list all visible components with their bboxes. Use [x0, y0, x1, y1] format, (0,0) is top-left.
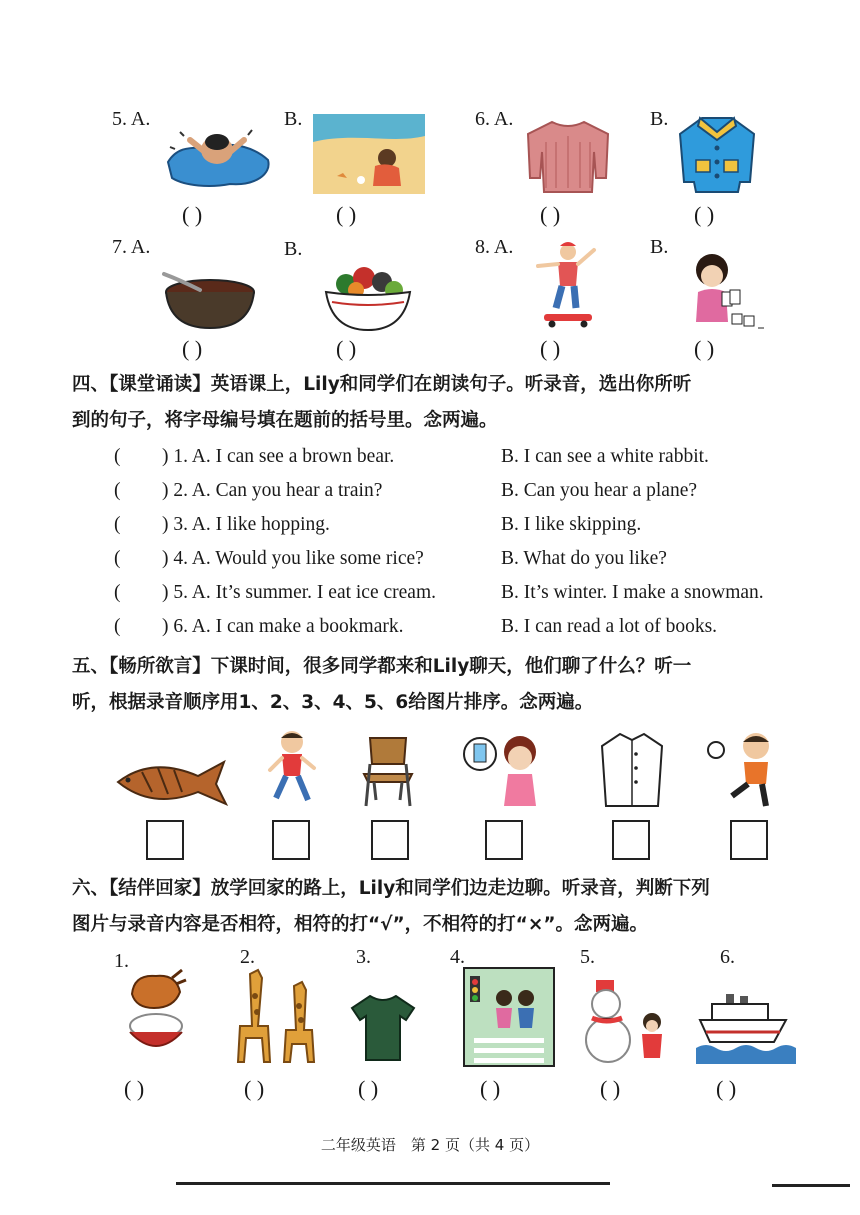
order-box-4[interactable]: [485, 820, 523, 860]
section4-title-line2: 到的句子，将字母编号填在题前的括号里。念两遍。: [72, 410, 498, 431]
s4-q1-bracket[interactable]: (: [114, 446, 121, 467]
footer-divider-right: [772, 1184, 850, 1187]
q6a-answer-paren[interactable]: ( ): [540, 202, 561, 227]
order-box-5[interactable]: [612, 820, 650, 860]
section4-title-line1: 四、【课堂诵读】英语课上，Lily和同学们在朗读句子。听录音，选出你所听: [72, 374, 692, 395]
s4-q1-option-b: B. I can see a white rabbit.: [501, 446, 709, 467]
s4-q2-bracket[interactable]: (: [114, 480, 121, 501]
chicken-rice-image: [124, 964, 188, 1064]
s4-q2-option-a: ) 2. A. Can you hear a train?: [162, 480, 383, 501]
q8b-answer-paren[interactable]: ( ): [694, 336, 715, 361]
s4-q3-bracket[interactable]: (: [114, 514, 121, 535]
q6b-answer-paren[interactable]: ( ): [694, 202, 715, 227]
q5-label: 5. A.: [112, 108, 151, 130]
s6-num-4: 4.: [450, 946, 465, 968]
q7-b-label: B.: [284, 238, 303, 260]
q7b-answer-paren[interactable]: ( ): [336, 336, 357, 361]
salad-image: [322, 262, 414, 334]
section6-title-line2: 图片与录音内容是否相符，相符的打“√”，不相符的打“×”。念两遍。: [72, 914, 648, 935]
q5b-answer-paren[interactable]: ( ): [336, 202, 357, 227]
q6-b-label: B.: [650, 108, 669, 130]
skateboard-image: [532, 236, 602, 331]
section5-title-line1: 五、【畅所欲言】下课时间，很多同学都来和Lily聊天，他们聊了什么？听一: [72, 656, 692, 677]
fish-image: [112, 752, 232, 812]
sweater-image: [522, 118, 614, 196]
s4-q4-option-a: ) 4. A. Would you like some rice?: [162, 548, 424, 569]
snowman-image: [578, 978, 674, 1066]
s6-num-2: 2.: [240, 946, 255, 968]
q8a-answer-paren[interactable]: ( ): [540, 336, 561, 361]
s6-q4-answer-paren[interactable]: ( ): [480, 1076, 501, 1101]
shirt-image: [598, 730, 666, 810]
running-boy-image: [262, 728, 322, 812]
q6-label: 6. A.: [475, 108, 514, 130]
coat-image: [676, 112, 758, 196]
s4-q4-option-b: B. What do you like?: [501, 548, 667, 569]
t-shirt-image: [350, 992, 416, 1064]
s4-q5-option-a: ) 5. A. It’s summer. I eat ice cream.: [162, 582, 436, 603]
s4-q3-option-b: B. I like skipping.: [501, 514, 642, 535]
section5-title-line2: 听，根据录音顺序用1、2、3、4、5、6给图片排序。念两遍。: [72, 692, 594, 713]
s6-q1-answer-paren[interactable]: ( ): [124, 1076, 145, 1101]
thirsty-girl-image: [462, 730, 552, 810]
q8-b-label: B.: [650, 236, 669, 258]
order-box-1[interactable]: [146, 820, 184, 860]
s6-num-1: 1.: [114, 950, 129, 972]
s6-q5-answer-paren[interactable]: ( ): [600, 1076, 621, 1101]
q8-label: 8. A.: [475, 236, 514, 258]
order-box-2[interactable]: [272, 820, 310, 860]
beach-image: [313, 114, 425, 194]
page-footer: 二年级英语 第 2 页（共 4 页）: [320, 1136, 540, 1154]
q7a-answer-paren[interactable]: ( ): [182, 336, 203, 361]
s4-q5-bracket[interactable]: (: [114, 582, 121, 603]
s4-q5-option-b: B. It’s winter. I make a snowman.: [501, 582, 764, 603]
crossing-road-image: [464, 968, 554, 1066]
s4-q3-option-a: ) 3. A. I like hopping.: [162, 514, 330, 535]
s6-num-5: 5.: [580, 946, 595, 968]
s6-q6-answer-paren[interactable]: ( ): [716, 1076, 737, 1101]
ship-image: [696, 990, 788, 1064]
q7-label: 7. A.: [112, 236, 151, 258]
order-box-6[interactable]: [730, 820, 768, 860]
order-box-3[interactable]: [371, 820, 409, 860]
playing-cards-image: [686, 250, 766, 334]
s6-q2-answer-paren[interactable]: ( ): [244, 1076, 265, 1101]
s4-q4-bracket[interactable]: (: [114, 548, 121, 569]
s4-q1-option-a: ) 1. A. I can see a brown bear.: [162, 446, 395, 467]
swimming-image: [160, 112, 275, 192]
football-boy-image: [706, 730, 790, 810]
chair-image: [356, 734, 420, 808]
giraffes-image: [228, 966, 332, 1066]
s4-q6-option-a: ) 6. A. I can make a bookmark.: [162, 616, 404, 637]
s4-q6-bracket[interactable]: (: [114, 616, 121, 637]
soup-image: [160, 270, 256, 332]
q5-b-label: B.: [284, 108, 303, 130]
footer-divider-left: [176, 1182, 610, 1185]
s4-q2-option-b: B. Can you hear a plane?: [501, 480, 698, 501]
s4-q6-option-b: B. I can read a lot of books.: [501, 616, 718, 637]
q5a-answer-paren[interactable]: ( ): [182, 202, 203, 227]
s6-num-6: 6.: [720, 946, 735, 968]
s6-q3-answer-paren[interactable]: ( ): [358, 1076, 379, 1101]
section6-title-line1: 六、【结伴回家】放学回家的路上，Lily和同学们边走边聊。听录音，判断下列: [72, 878, 710, 899]
s6-num-3: 3.: [356, 946, 371, 968]
